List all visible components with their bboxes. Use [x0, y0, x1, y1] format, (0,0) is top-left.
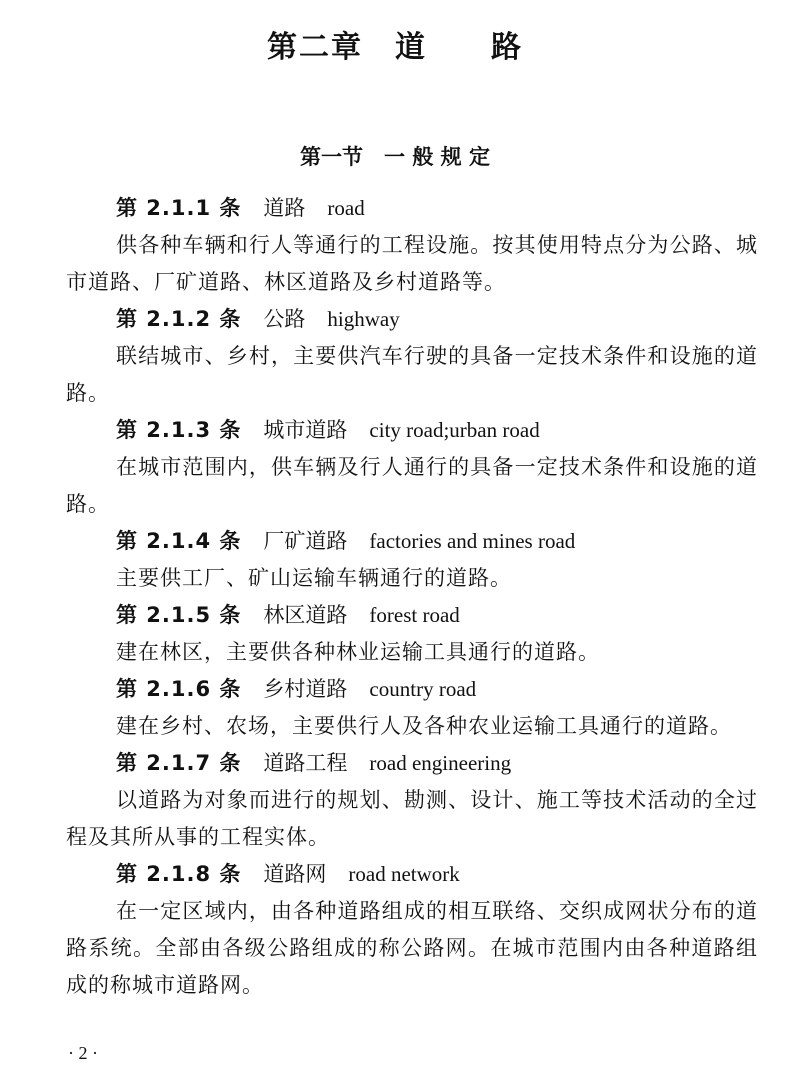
entry-heading: [66, 412, 758, 449]
page-number: · 2 ·: [68, 1043, 98, 1063]
entry-english-term: factories and mines road: [369, 529, 576, 553]
section-title: 第一节 一 般 规 定: [300, 145, 490, 169]
entry-definition: 在一定区域内，由各种道路组成的相互联络、交织成网状分布的道路系统。全部由各级公路组成的称公路网。在城市范围内由各种道路组成的称城市道路网。: [66, 899, 758, 997]
entry-heading: [66, 523, 758, 560]
entry-definition: 供各种车辆和行人等通行的工程设施。按其使用特点分为公路、城市道路、厂矿道路、林区道路及乡村道路等。: [66, 233, 758, 294]
entry-2-1-1: [66, 190, 758, 301]
entry-term: 乡村道路: [263, 677, 348, 701]
entry-heading: [66, 745, 758, 782]
entry-term: 道路网: [263, 862, 327, 886]
entry-number: 第 2.1.6 条: [116, 677, 242, 701]
entry-2-1-3: [66, 412, 758, 523]
entry-term: 林区道路: [263, 603, 348, 627]
entry-definition: 建在乡村、农场，主要供行人及各种农业运输工具通行的道路。: [116, 714, 732, 738]
entry-term: 城市道路: [263, 418, 348, 442]
entry-term: 道路: [263, 196, 306, 220]
entry-english-term: country road: [369, 677, 477, 701]
chapter-title: 第二章 道 路: [267, 30, 523, 65]
entry-2-1-5: [66, 597, 758, 671]
entry-english-term: road engineering: [369, 751, 512, 775]
entry-english-term: city road;urban road: [369, 418, 540, 442]
entry-list: [66, 190, 758, 1004]
entry-heading: [66, 856, 758, 893]
entry-heading: [66, 190, 758, 227]
entry-definition: 以道路为对象而进行的规划、勘测、设计、施工等技术活动的全过程及其所从事的工程实体。: [66, 788, 758, 849]
entry-english-term: road network: [348, 862, 460, 886]
entry-number: 第 2.1.3 条: [116, 418, 242, 442]
entry-2-1-7: [66, 745, 758, 856]
entry-definition: 在城市范围内，供车辆及行人通行的具备一定技术条件和设施的道路。: [66, 455, 758, 516]
entry-number: 第 2.1.7 条: [116, 751, 242, 775]
entry-number: 第 2.1.5 条: [116, 603, 242, 627]
entry-heading: [66, 597, 758, 634]
entry-english-term: highway: [327, 307, 400, 331]
entry-heading: [66, 301, 758, 338]
entry-heading: [66, 671, 758, 708]
entry-term: 厂矿道路: [263, 529, 348, 553]
entry-definition: 联结城市、乡村，主要供汽车行驶的具备一定技术条件和设施的道路。: [66, 344, 758, 405]
entry-2-1-6: [66, 671, 758, 745]
entry-definition: 主要供工厂、矿山运输车辆通行的道路。: [116, 566, 512, 590]
entry-number: 第 2.1.4 条: [116, 529, 242, 553]
entry-number: 第 2.1.2 条: [116, 307, 242, 331]
entry-english-term: forest road: [369, 603, 460, 627]
entry-term: 道路工程: [263, 751, 348, 775]
entry-number: 第 2.1.1 条: [116, 196, 242, 220]
entry-number: 第 2.1.8 条: [116, 862, 242, 886]
entry-2-1-2: [66, 301, 758, 412]
entry-2-1-8: [66, 856, 758, 1004]
entry-2-1-4: [66, 523, 758, 597]
entry-definition: 建在林区，主要供各种林业运输工具通行的道路。: [116, 640, 600, 664]
entry-english-term: road: [327, 196, 365, 220]
entry-term: 公路: [263, 307, 306, 331]
